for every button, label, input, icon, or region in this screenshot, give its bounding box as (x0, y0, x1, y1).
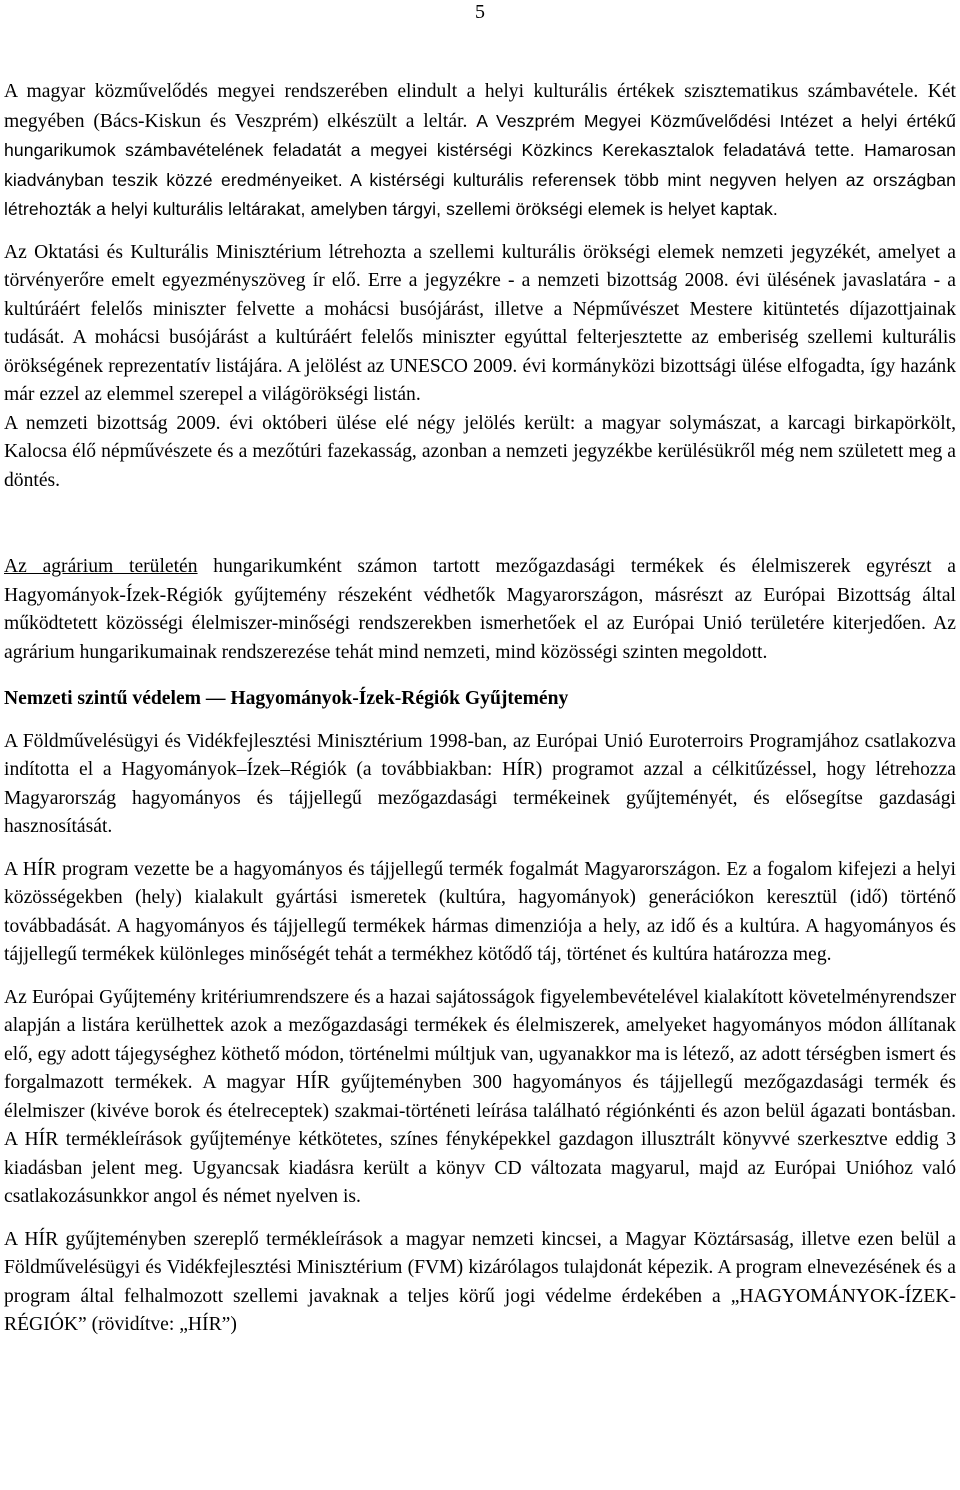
paragraph-ministry-1998: A Földművelésügyi és Vidékfejlesztési Minisztérium 1998-ban, az Európai Unió Euroterroirs Programjához csatlakozva indította el a Hagyományok–Ízek–Régiók (a továbbiakban: HÍR) programot azzal a célkitűzéssel, hogy létrehozza Magyarország hagyományos és tájjellegű mezőgazdasági termékeinek gyűjteményét, és elősegítse gazdasági hasznosítását. (4, 730, 956, 837)
page-number: 5 (475, 1, 485, 23)
paragraph-european-collection: Az Európai Gyűjtemény kritériumrendszere és a hazai sajátosságok figyelembevételével kialakított követelményrendszer alapján a listára kerülhettek azok a mezőgazdasági termékek és élelmiszerek, amelyeket hagyományos módon állítanak elő, egy adott tájegységhez köthető módon, történelmi múltjuk van, ugyanakkor ma is létező, az adott térségben ismert és forgalmazott termékek. A magyar HÍR gyűjteményben 300 hagyományos és tájjellegű mezőgazdasági termék és élelmiszer (kivéve borok és ételreceptek) szakmai-történeti leírása található régiónkénti és azon belül ágazati bontásban. A HÍR termékleírások gyűjteménye kétkötetes, színes fényképekkel gazdagon illusztrált könyvvé szerkesztve eddig 3 kiadásban jelent meg. Ugyancsak kiadásra került a könyv CD változata magyarul, majd az Európai Unióhoz való csatlakozásunkkor angol és német nyelven is. (4, 986, 956, 1207)
document-body (4, 78, 956, 1340)
paragraph-public-culture (4, 78, 956, 225)
agriculture-rest: hungarikumként számon tartott mezőgazdasági termékek és élelmiszerek egyrészt a Hagyományok-Ízek-Régiók gyűjtemény részeként védhetők Magyarországon, másrészt az Európai Bizottság által működtetett közösségi élelmiszer-minőségi rendszerekben ismerhetőek el az Európai Unió területére kiterjedően. Az agrárium hungarikumainak rendszerezése tehát mind nemzeti, mind közösségi szinten megoldott. (4, 556, 956, 663)
paragraph-hir-concept: A HÍR program vezette be a hagyományos és tájjellegű termék fogalmát Magyarországon. Ez a fogalom kifejezi a helyi közösségekben (hely) kialakult gyártási ismeretek (kultúra, hagyományok) generációkon keresztül (idő) történő továbbadását. A hagyományos és tájjellegű termékek hármas dimenziója a hely, az idő és a kultúra. A hagyományos és tájjellegű termékek különleges minőségét tehát a termékhez kötődő táj, történet és kultúra határozza meg. (4, 858, 956, 965)
paragraph-national-committee: A nemzeti bizottság 2009. évi októberi ülése elé négy jelölés került: a magyar solymászat, a karcagi birkapörkölt, Kalocsa élő népművészete és a mezőtúri fazekasság, azonban a nemzeti jegyzékbe kerülésükről még nem született meg a döntés. (4, 412, 956, 491)
section-heading: Nemzeti szintű védelem — Hagyományok-Ízek-Régiók Gyűjtemény (4, 688, 569, 709)
agriculture-underlined-phrase: Az agrárium területén (4, 556, 198, 577)
paragraph-hir-ownership: A HÍR gyűjteményben szereplő termékleírások a magyar nemzeti kincsei, a Magyar Köztársaság, illetve ezen belül a Földművelésügyi és Vidékfejlesztési Minisztérium (FVM) kizárólagos tulajdonát képezik. A program elnevezésének és a program által felhalmozott szellemi javaknak a teljes körű jogi védelme érdekében a „HAGYOMÁNYOK-ÍZEK-RÉGIÓK” (rövidítve: „HÍR”) (4, 1228, 956, 1335)
paragraph-ministry-registry: Az Oktatási és Kulturális Minisztérium létrehozta a szellemi kulturális örökségi elemek nemzeti jegyzékét, amelyet a törvényerőre emelt egyezményszöveg ír elő. Erre a jegyzékre - a nemzeti bizottság 2008. évi ülésének javaslatára - a kultúráért felelős miniszter felvette a mohácsi busójárást, illetve a Népművészet Mestere kitüntetés díjazottjainak tudását. A mohácsi busójárást a kultúráért felelős miniszter egyúttal felterjesztette az emberiség szellemi kulturális örökségének reprezentatív listájára. A jelölést az UNESCO 2009. évi kormányközi bizottsági ülése elfogadta, így hazánk már ezzel az elemmel szerepel a világörökségi listán. (4, 241, 956, 405)
paragraph-agriculture (4, 553, 956, 667)
paragraph-public-culture-sans: A Veszprém Megyei Közművelődési Intézet a helyi értékű hungarikumok számbavételének feladatát a megyei kistérségi Közkincs Kerekasztalok feladatává tette. Hamarosan kiadványban teszik közzé eredményeiket. A kistérségi kulturális referensek több mint negyven helyen az országban létrehozták a helyi kulturális leltárakat, amelyben tárgyi, szellemi örökségi elemek is helyet kaptak. (4, 110, 956, 219)
paragraph-public-culture-serif: A magyar közművelődés megyei rendszerében elindult a helyi kulturális értékek szisztematikus számbavétele. Két megyében (Bács-Kiskun és Veszprém) elkészült a leltár. (4, 81, 956, 132)
